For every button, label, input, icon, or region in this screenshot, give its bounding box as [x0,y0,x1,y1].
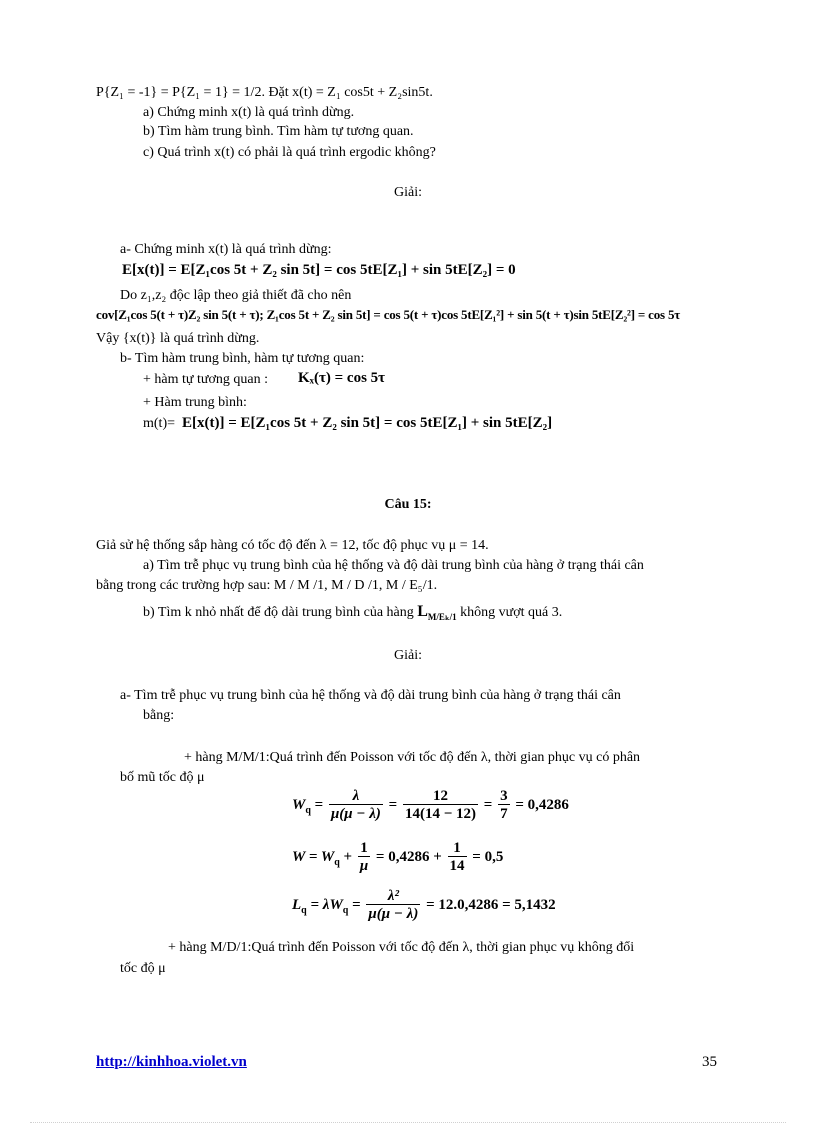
fraction-numeric [403,788,478,823]
queue-length-subscript: M/Eₖ/1 [427,612,457,623]
fraction-denominator: 7 [500,806,508,822]
independence-line: Do z₁,z₂ độc lập theo giả thiết đã cho nên [120,288,352,303]
question-15a-line2: bằng trong các trường hợp sau: M / M /1, M / D /1, M / E₅/1. [96,578,438,593]
solution-b-line: b- Tìm hàm trung bình, hàm tự tương quan: [120,351,365,366]
wq-formula [292,788,569,823]
question-15b-line [143,604,562,625]
fraction-numerator: 1 [448,840,467,857]
solution-heading-2: Giải: [394,648,422,663]
lq-middle: = λW [310,896,343,913]
fraction-denominator: 14(14 − 12) [404,806,476,822]
solution-heading-1: Giải: [394,185,422,200]
mm1-line1: + hàng M/M/1:Quá trình đến Poisson với tốc độ đến λ, thời gian phục vụ có phân [184,750,641,765]
fraction-denominator: μ(μ − λ) [330,806,381,822]
wq-result: = 0,4286 [515,796,569,813]
md1-line1: + hàng M/D/1:Quá trình đến Poisson với tốc độ đến λ, thời gian phục vụ không đổi [168,940,635,955]
lq-symbol: L [292,896,302,913]
question-15a-line1: a) Tìm trễ phục vụ trung bình của hệ thống và độ dài trung bình của hàng ở trạng thái cân [143,558,644,573]
lq-result: = 12.0,4286 = 5,1432 [426,896,556,913]
fraction-lambda-over [329,788,383,823]
fraction-numerator: 12 [403,788,478,805]
question-15b-text: b) Tìm k nhỏ nhất để độ dài trung bình của hàng [143,605,414,620]
fraction-denominator: μ [359,858,369,874]
autocorr-label: + hàm tự tương quan : [143,372,268,387]
mean-prefix: m(t)= [143,416,175,431]
fraction-numerator: 3 [500,788,508,804]
wq-subscript: q [342,904,349,916]
covariance-equation: cov[Z₁cos 5(t + τ)Z₂ sin 5(t + τ); Z₁cos 5t + Z₂ sin 5t] = cos 5(t + τ)cos 5tE[Z₁²] + sin 5(t + τ)sin 5tE[Z₂²] = cos 5τ [96,307,681,322]
w-result: = 0,5 [472,848,504,865]
intro-line: P{Z₁ = -1} = P{Z₁ = 1} = 1/2. Đặt x(t) = Z₁ cos5t + Z₂sin5t. [96,85,433,100]
fraction-denominator: 14 [449,858,465,874]
fraction-numerator: 1 [358,840,370,857]
solution-a-line: a- Chứng minh x(t) là quá trình dừng: [120,242,332,257]
wq-symbol: W [292,796,306,813]
fraction-one-over-mu [358,840,370,875]
question-15b-tail: không vượt quá 3. [460,605,563,620]
question-15-intro: Giả sử hệ thống sắp hàng có tốc độ đến λ = 12, tốc độ phục vụ μ = 14. [96,538,489,553]
md1-line2: tốc độ μ [120,961,166,976]
conclusion-line: Vậy {x(t)} là quá trình dừng. [96,331,260,346]
question-a: a) Chứng minh x(t) là quá trình dừng. [143,105,355,120]
question-15-title: Câu 15: [384,497,432,512]
equals-sign: = [388,796,398,813]
fraction-lambda-squared [366,888,420,923]
fraction-simplified [498,788,510,823]
wq-subscript: q [305,804,311,816]
question-c: c) Quá trình x(t) có phải là quá trình ergodic không? [143,145,436,160]
lq-formula [292,888,556,923]
solution-15a-line1: a- Tìm trễ phục vụ trung bình của hệ thống và độ dài trung bình của hàng ở trạng thái cân [120,688,621,703]
question-b: b) Tìm hàm trung bình. Tìm hàm tự tương quan. [143,124,414,139]
w-formula [292,840,503,875]
fraction-one-over-14 [448,840,467,875]
w-middle: = 0,4286 + [375,848,442,865]
mm1-line2: bố mũ tốc độ μ [120,770,205,785]
footer-link[interactable]: http://kinhhoa.violet.vn [96,1054,247,1070]
queue-length-letter: L [417,603,428,620]
fraction-numerator: λ² [387,888,399,904]
equals-sign: = [483,796,493,813]
fraction-numerator: λ [352,788,360,804]
mean-label: + Hàm trung bình: [143,395,247,410]
solution-15a-line2: bằng: [143,708,175,723]
expectation-equation: E[x(t)] = E[Z₁cos 5t + Z₂ sin 5t] = cos 5tE[Z₁] + sin 5tE[Z₂] = 0 [122,262,516,278]
w-symbol: W = W [292,848,335,865]
autocorr-equation: Kₓ(τ) = cos 5τ [298,370,386,386]
queue-length-symbol [417,603,457,623]
lq-subscript: q [301,904,307,916]
page-number: 35 [702,1054,717,1070]
mean-equation: E[x(t)] = E[Z₁cos 5t + Z₂ sin 5t] = cos 5tE[Z₁] + sin 5tE[Z₂] [182,415,553,431]
equals-sign: = [314,796,324,813]
wq-subscript: q [334,856,340,868]
equals-sign: = [352,896,361,913]
fraction-denominator: μ(μ − λ) [368,906,419,922]
plus-sign: + [343,848,353,865]
